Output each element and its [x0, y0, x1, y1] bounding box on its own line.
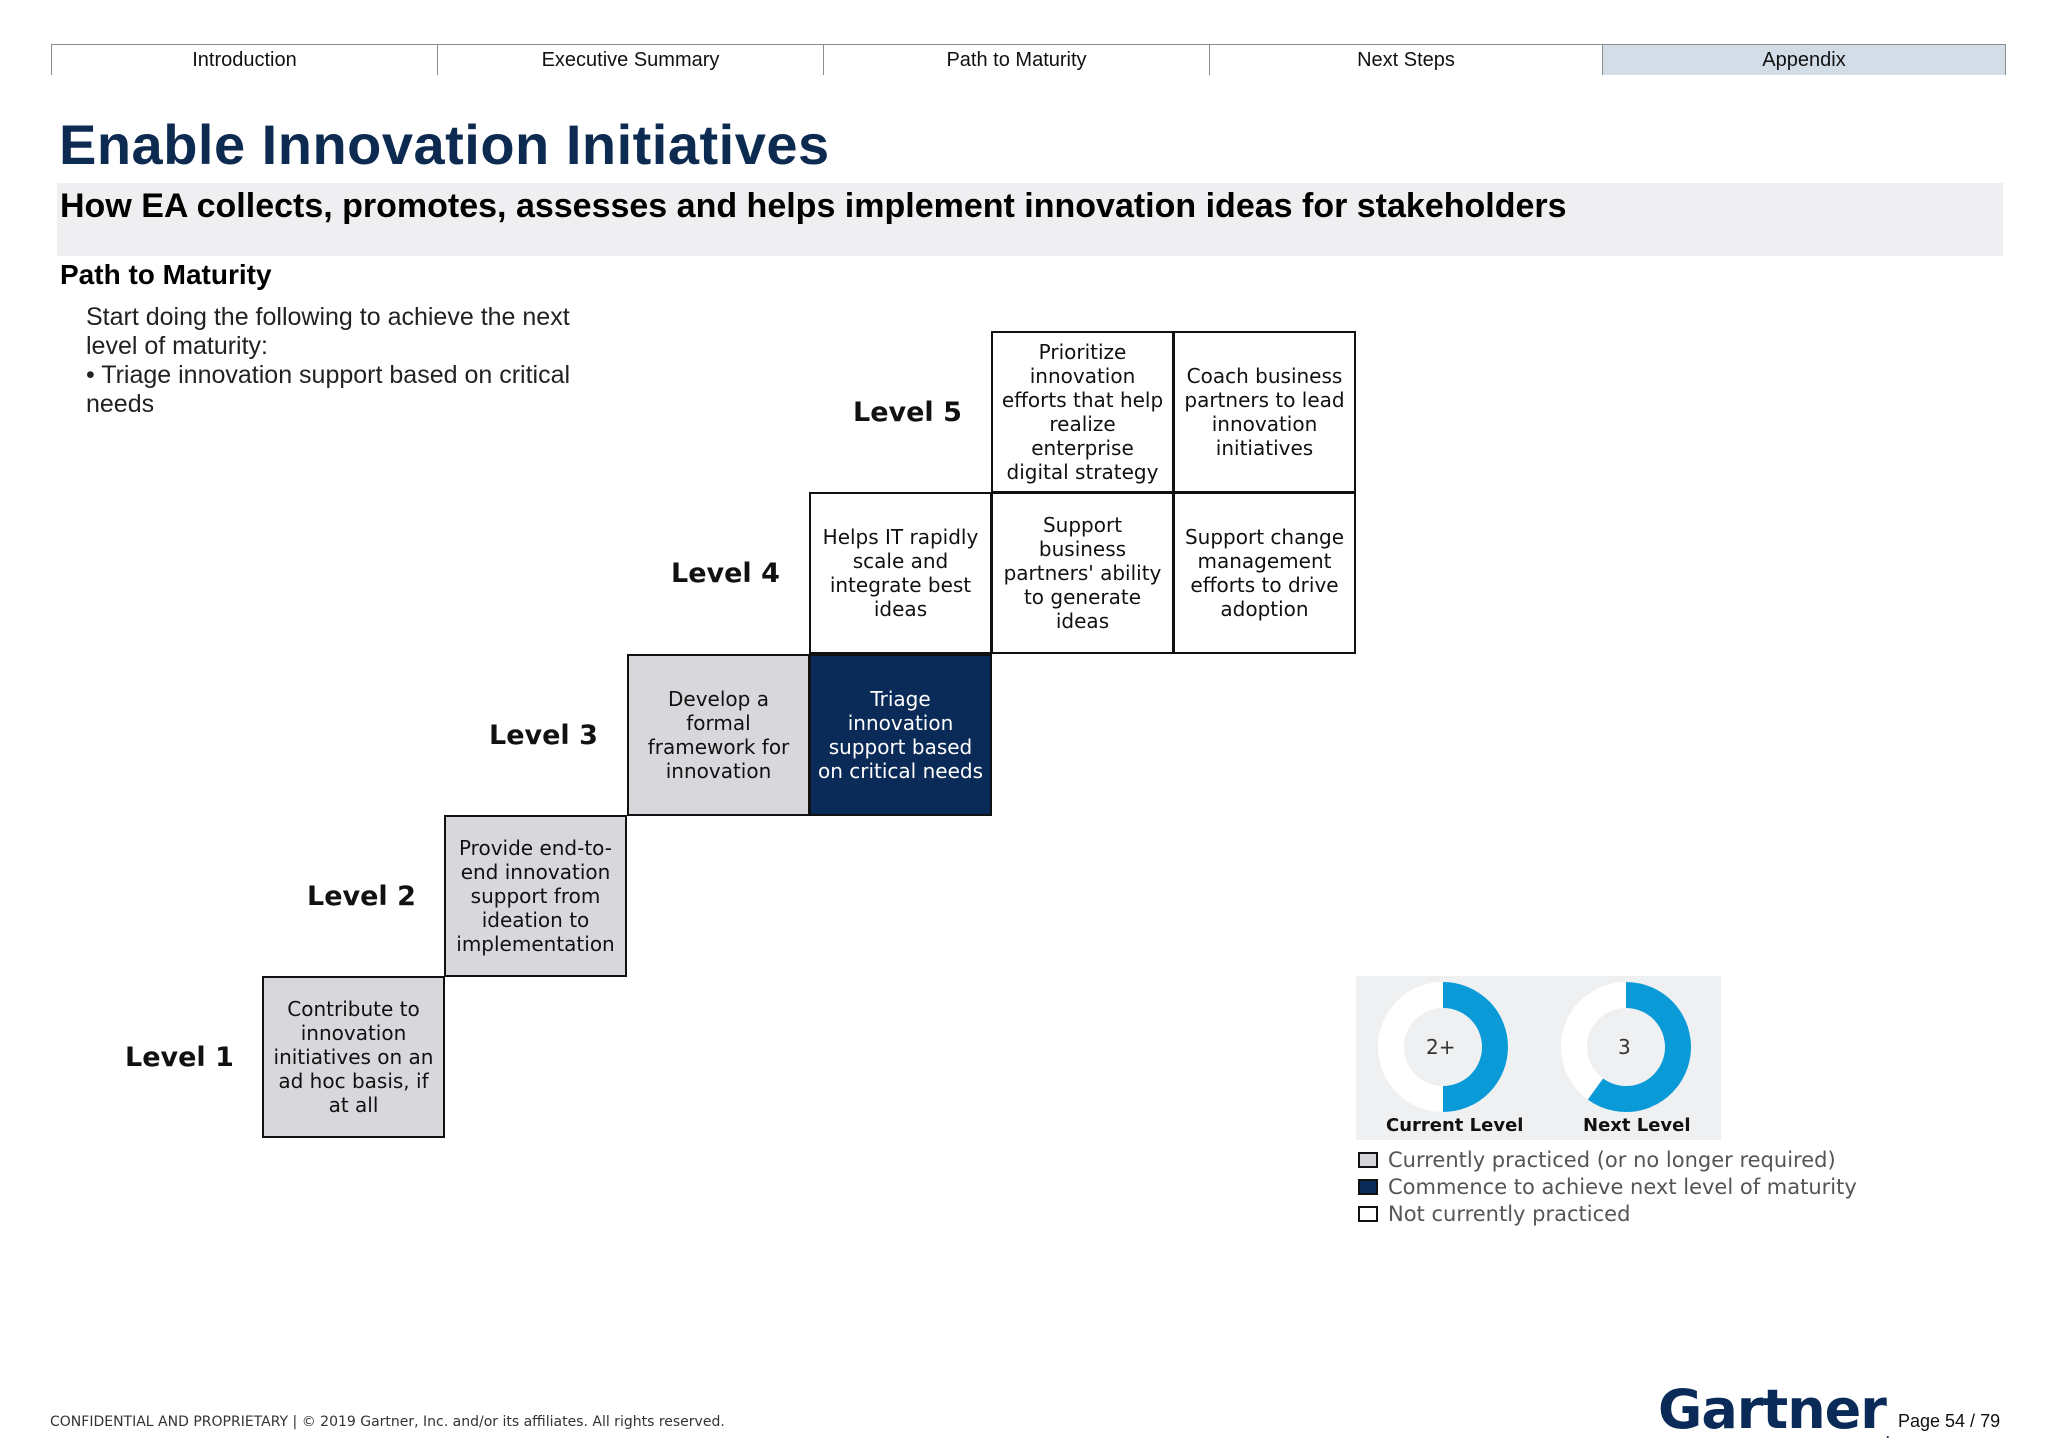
page-title: Enable Innovation Initiatives: [59, 113, 830, 176]
current-level-value: 2+: [1426, 1035, 1456, 1059]
legend-label: Currently practiced (or no longer required): [1388, 1147, 1836, 1172]
tab-appendix[interactable]: Appendix: [1602, 44, 2006, 75]
current-level-label: Current Level: [1386, 1115, 1524, 1136]
logo-text: Gartner: [1658, 1378, 1886, 1441]
level-4-label: Level 4: [671, 558, 780, 589]
legend-swatch-commence: [1358, 1179, 1378, 1195]
confidential-notice: CONFIDENTIAL AND PROPRIETARY | © 2019 Gartner, Inc. and/or its affiliates. All rights reserved.: [50, 1414, 725, 1430]
page-number: Page 54 / 79: [1898, 1411, 2001, 1431]
level-4-practice-1: Helps IT rapidly scale and integrate best ideas: [809, 492, 992, 654]
level-4-practice-2: Support business partners' ability to generate ideas: [991, 492, 1174, 654]
level-3-label: Level 3: [489, 720, 598, 751]
legend-item: [1358, 1173, 1857, 1200]
level-5-practice-2: Coach business partners to lead innovation initiatives: [1173, 331, 1356, 493]
page-subtitle: How EA collects, promotes, assesses and helps implement innovation ideas for stakeholders: [60, 187, 1567, 225]
path-heading: Path to Maturity: [60, 259, 272, 290]
gartner-logo: Gartner.: [1658, 1378, 1889, 1441]
legend-label: Not currently practiced: [1388, 1201, 1631, 1226]
next-level-label: Next Level: [1583, 1115, 1691, 1136]
level-5-practice-1: Prioritize innovation efforts that help realize enterprise digital strategy: [991, 331, 1174, 493]
legend-label: Commence to achieve next level of maturity: [1388, 1174, 1857, 1199]
level-3-practice-1: Develop a formal framework for innovation: [627, 654, 810, 816]
tab-executive-summary[interactable]: Executive Summary: [437, 44, 823, 75]
intro-text: [86, 303, 626, 419]
intro-bullet: • Triage innovation support based on critical needs: [86, 361, 571, 418]
level-2-label: Level 2: [307, 881, 416, 912]
legend: [1358, 1146, 1857, 1227]
level-1-practice-1: Contribute to innovation initiatives on an ad hoc basis, if at all: [262, 976, 445, 1138]
tab-path-to-maturity[interactable]: Path to Maturity: [823, 44, 1209, 75]
level-2-practice-1: Provide end-to-end innovation support from ideation to implementation: [444, 815, 627, 977]
level-5-label: Level 5: [853, 397, 962, 428]
tab-introduction[interactable]: Introduction: [51, 44, 437, 75]
tab-next-steps[interactable]: Next Steps: [1209, 44, 1602, 75]
top-nav: [51, 44, 2006, 75]
next-level-value: 3: [1618, 1035, 1631, 1059]
legend-swatch-practiced: [1358, 1152, 1378, 1168]
level-3-practice-2: Triage innovation support based on critical needs: [809, 654, 992, 816]
legend-item: [1358, 1200, 1857, 1227]
level-4-practice-3: Support change management efforts to drive adoption: [1173, 492, 1356, 654]
legend-swatch-not-practiced: [1358, 1206, 1378, 1222]
intro-line: Start doing the following to achieve the next level of maturity:: [86, 303, 570, 360]
level-1-label: Level 1: [125, 1042, 234, 1073]
legend-item: [1358, 1146, 1857, 1173]
